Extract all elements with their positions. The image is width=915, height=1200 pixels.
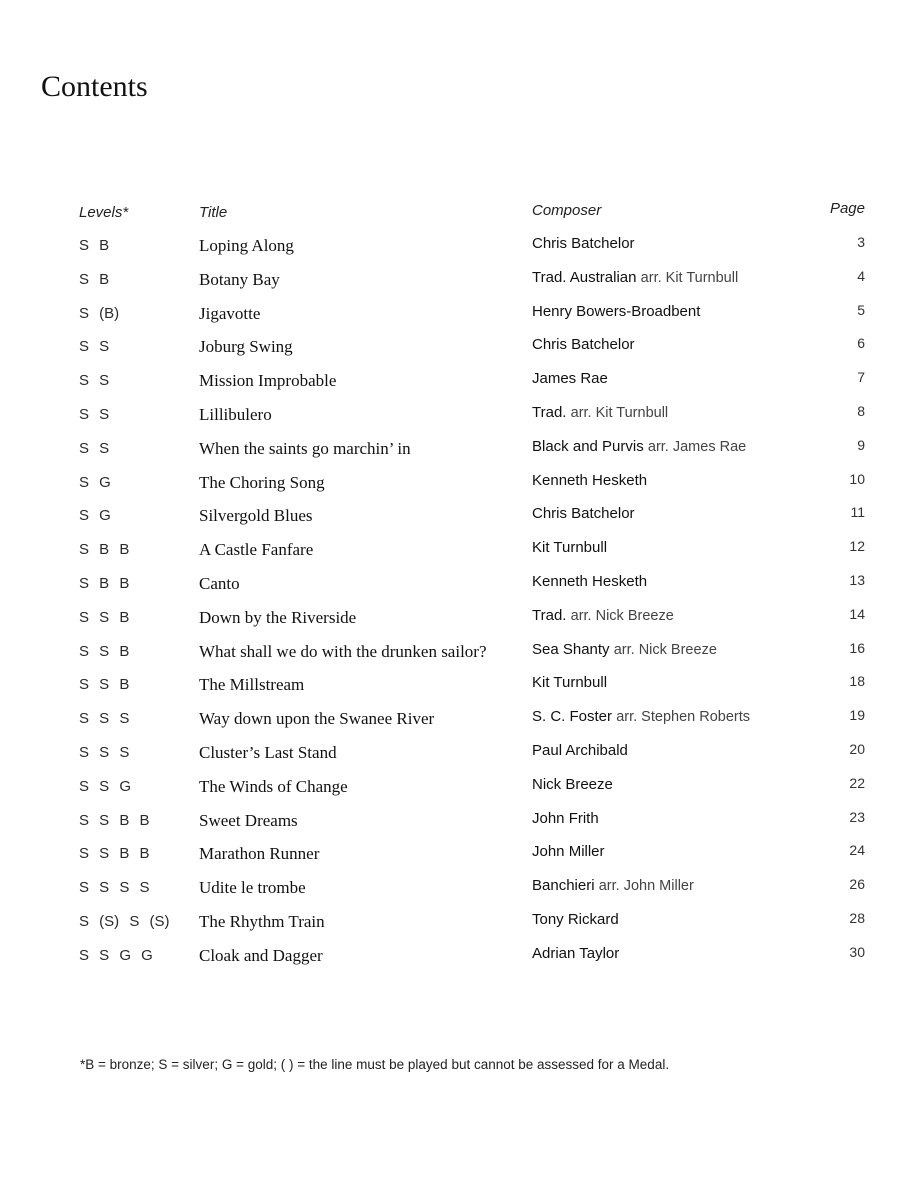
row-title: Loping Along	[199, 236, 294, 255]
row-composer	[532, 269, 738, 286]
header-levels: Levels*	[79, 204, 129, 221]
row-levels: S S G	[79, 777, 132, 795]
row-page-number: 10	[849, 470, 865, 487]
row-title: Canto	[199, 573, 240, 593]
arranger-name: arr. Nick Breeze	[613, 641, 717, 658]
row-composer	[532, 641, 717, 658]
contents-row	[0, 839, 915, 873]
row-levels: S (S) S (S)	[79, 912, 170, 930]
contents-row	[0, 772, 915, 806]
row-levels: S S B B	[79, 811, 150, 829]
composer-name: Kenneth Hesketh	[532, 572, 648, 590]
row-composer	[532, 674, 607, 691]
composer-name: Henry Bowers-Broadbent	[532, 302, 701, 320]
composer-name: James Rae	[532, 370, 608, 388]
row-title: Cluster’s Last Stand	[199, 742, 337, 762]
row-composer	[532, 539, 607, 556]
row-composer	[532, 370, 608, 387]
contents-row	[0, 873, 915, 907]
row-levels: S S	[79, 338, 110, 356]
row-title: Udite le trombe	[199, 878, 306, 898]
contents-row	[0, 907, 915, 941]
row-composer	[532, 607, 674, 624]
row-page-number: 26	[849, 876, 865, 893]
row-page-number: 7	[857, 369, 865, 386]
row-title: Joburg Swing	[199, 337, 293, 357]
contents-row	[0, 265, 915, 299]
row-levels: S S	[79, 439, 110, 457]
contents-row	[0, 299, 915, 333]
composer-name: Trad.	[532, 606, 567, 624]
header-title: Title	[199, 204, 228, 221]
row-composer	[532, 336, 635, 353]
row-page-number: 5	[857, 301, 865, 318]
row-title: Cloak and Dagger	[199, 945, 323, 965]
row-composer	[532, 911, 619, 928]
arranger-name: arr. Stephen Roberts	[616, 709, 751, 726]
row-levels: S B B	[79, 541, 130, 559]
row-page-number: 24	[849, 842, 865, 859]
row-composer	[532, 843, 605, 860]
composer-name: Sea Shanty	[532, 640, 610, 658]
composer-name: Trad. Australian	[532, 268, 637, 286]
column-headers	[0, 198, 915, 222]
row-page-number: 4	[857, 267, 865, 284]
contents-row	[0, 366, 915, 400]
row-levels: S S S S	[79, 879, 150, 897]
row-levels: S S B	[79, 608, 130, 626]
row-composer	[532, 303, 700, 320]
row-title: Down by the Riverside	[199, 607, 357, 627]
row-title: Sweet Dreams	[199, 810, 298, 830]
header-page: Page	[829, 200, 865, 217]
row-title: Way down upon the Swanee River	[199, 709, 435, 729]
page-title: Contents	[41, 70, 148, 103]
row-composer	[532, 404, 668, 421]
row-levels: S S	[79, 405, 110, 423]
contents-row	[0, 535, 915, 569]
contents-row	[0, 231, 915, 265]
row-levels: S S B B	[79, 845, 150, 863]
composer-name: Chris Batchelor	[532, 235, 635, 252]
row-levels: S S B	[79, 642, 130, 660]
contents-row	[0, 806, 915, 840]
row-page-number: 14	[849, 605, 865, 622]
row-title: Marathon Runner	[199, 844, 320, 864]
composer-name: Black and Purvis	[532, 437, 644, 455]
contents-row	[0, 569, 915, 603]
row-title: The Rhythm Train	[199, 911, 325, 931]
contents-row	[0, 332, 915, 366]
row-title: When the saints go marchin’ in	[199, 438, 411, 458]
composer-name: Chris Batchelor	[532, 336, 635, 354]
row-page-number: 12	[849, 538, 865, 555]
row-title: Botany Bay	[199, 269, 280, 289]
row-page-number: 9	[857, 436, 865, 453]
composer-name: Kit Turnbull	[532, 539, 608, 557]
row-composer	[532, 573, 647, 590]
row-composer	[532, 708, 750, 725]
contents-row	[0, 941, 915, 975]
contents-row	[0, 603, 915, 637]
composer-name: John Miller	[532, 843, 605, 861]
arranger-name: arr. Nick Breeze	[570, 607, 674, 624]
contents-row	[0, 738, 915, 772]
row-page-number: 16	[849, 639, 865, 656]
row-composer	[532, 877, 694, 894]
composer-name: John Frith	[532, 809, 599, 827]
row-title: Mission Improbable	[199, 371, 337, 391]
row-title: The Winds of Change	[199, 776, 348, 796]
row-levels: S (B)	[79, 304, 120, 322]
composer-name: Chris Batchelor	[532, 505, 635, 523]
contents-row	[0, 704, 915, 738]
contents-row	[0, 400, 915, 434]
row-composer	[532, 776, 613, 793]
contents-row	[0, 434, 915, 468]
row-page-number: 23	[849, 808, 865, 825]
row-page-number: 3	[857, 234, 865, 250]
row-levels: S S S	[79, 710, 130, 728]
row-page-number: 13	[849, 571, 865, 588]
row-levels: S S G G	[79, 946, 153, 964]
contents-row	[0, 468, 915, 502]
row-title: The Choring Song	[199, 472, 325, 492]
row-title: The Millstream	[199, 675, 305, 695]
row-composer	[532, 235, 635, 252]
arranger-name: arr. Kit Turnbull	[640, 269, 739, 286]
row-page-number: 6	[857, 335, 865, 352]
row-page-number: 11	[850, 504, 865, 521]
arranger-name: arr. Kit Turnbull	[570, 404, 669, 421]
row-levels: S G	[79, 473, 111, 491]
contents-row	[0, 501, 915, 535]
composer-name: Tony Rickard	[532, 910, 619, 928]
arranger-name: arr. James Rae	[647, 438, 747, 455]
row-composer	[532, 472, 647, 489]
row-page-number: 20	[849, 740, 865, 757]
row-title: Silvergold Blues	[199, 506, 313, 526]
composer-name: Nick Breeze	[532, 775, 613, 793]
row-levels: S S B	[79, 676, 130, 694]
row-title: Jigavotte	[199, 303, 261, 323]
row-levels: S B B	[79, 574, 130, 592]
row-page-number: 22	[849, 774, 865, 791]
contents-row	[0, 637, 915, 671]
row-levels: S B	[79, 237, 110, 254]
row-composer	[532, 505, 635, 522]
arranger-name: arr. John Miller	[598, 878, 694, 895]
row-composer	[532, 810, 599, 827]
composer-name: Paul Archibald	[532, 741, 628, 759]
row-levels: S S S	[79, 743, 130, 761]
composer-name: Banchieri	[532, 877, 595, 895]
row-levels: S G	[79, 507, 111, 525]
levels-footnote: *B = bronze; S = silver; G = gold; ( ) = the line must be played but cannot be assessed for a Medal.	[80, 1057, 670, 1072]
row-title: What shall we do with the drunken sailor?	[199, 641, 487, 661]
row-page-number: 8	[857, 402, 865, 419]
contents-list	[0, 231, 915, 975]
row-page-number: 28	[849, 909, 865, 926]
row-composer	[532, 945, 619, 962]
header-composer: Composer	[532, 202, 602, 219]
composer-name: S. C. Foster	[532, 708, 613, 726]
row-title: A Castle Fanfare	[199, 540, 314, 560]
row-page-number: 18	[849, 673, 865, 690]
composer-name: Kit Turnbull	[532, 674, 608, 692]
row-levels: S B	[79, 270, 110, 288]
row-levels: S S	[79, 372, 110, 390]
contents-row	[0, 670, 915, 704]
row-page-number: 30	[849, 943, 865, 960]
row-composer	[532, 438, 746, 455]
composer-name: Trad.	[532, 403, 567, 421]
composer-name: Kenneth Hesketh	[532, 471, 648, 489]
row-page-number: 19	[849, 707, 865, 724]
row-composer	[532, 742, 628, 759]
composer-name: Adrian Taylor	[532, 944, 620, 962]
row-title: Lillibulero	[199, 404, 272, 424]
